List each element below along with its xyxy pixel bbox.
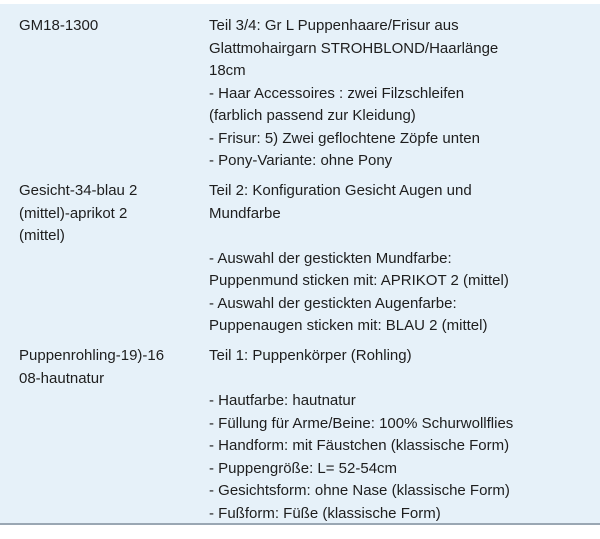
description-line: 18cm [209,62,246,79]
article-description [209,180,594,338]
description-line: Puppenaugen sticken mit: BLAU 2 (mittel) [209,317,488,334]
description-line: Mundfarbe [209,204,281,222]
blank-line [209,225,594,248]
article-number-line: Gesicht-34-blau 2 [19,182,138,199]
description-line: - Hautfarbe: hautnatur [209,392,356,409]
article-description [209,15,594,173]
article-number [19,180,204,248]
top-divider [0,0,600,4]
description-line: Teil 3/4: Gr L Puppenhaare/Frisur aus [209,17,459,34]
description-line: Teil 2: Konfiguration Gesicht Augen und [209,182,472,199]
description-line: - Haar Accessoires : zwei Filzschleifen [209,84,465,102]
description-line: - Füllung für Arme/Beine: 100% Schurwollflies [209,414,514,432]
article-number [19,15,204,38]
description-line: - Fußform: Füße (klassische Form) [209,504,441,522]
description-line: - Auswahl der gestickten Augenfarbe: [209,294,457,312]
description-line: Teil 1: Puppenkörper (Rohling) [209,347,412,364]
description-line: Glattmohairgarn STROHBLOND/Haarlänge [209,39,499,57]
description-line: - Puppengröße: L= 52-54cm [209,459,398,477]
description-line: Puppenmund sticken mit: APRIKOT 2 (mittel) [209,272,509,289]
article-number-line: Puppenrohling-19)-16 [19,347,165,364]
description-line: - Gesichtsform: ohne Nase (klassische Form) [209,482,510,499]
article-number-line: (mittel)-aprikot 2 [19,204,128,222]
page-margin [0,525,600,539]
article-description [209,345,594,525]
description-line: (farblich passend zur Kleidung) [209,107,416,124]
article-number-line: (mittel) [19,227,65,244]
article-number-line: GM18-1300 [19,17,99,34]
description-line: - Handform: mit Fäustchen (klassische Form) [209,437,510,454]
blank-line [209,368,594,391]
article-number-line: 08-hautnatur [19,369,105,387]
article-number [19,345,204,390]
description-line: - Auswahl der gestickten Mundfarbe: [209,249,452,267]
description-line: - Pony-Variante: ohne Pony [209,152,393,169]
description-line: - Frisur: 5) Zwei geflochtene Zöpfe unten [209,129,480,147]
